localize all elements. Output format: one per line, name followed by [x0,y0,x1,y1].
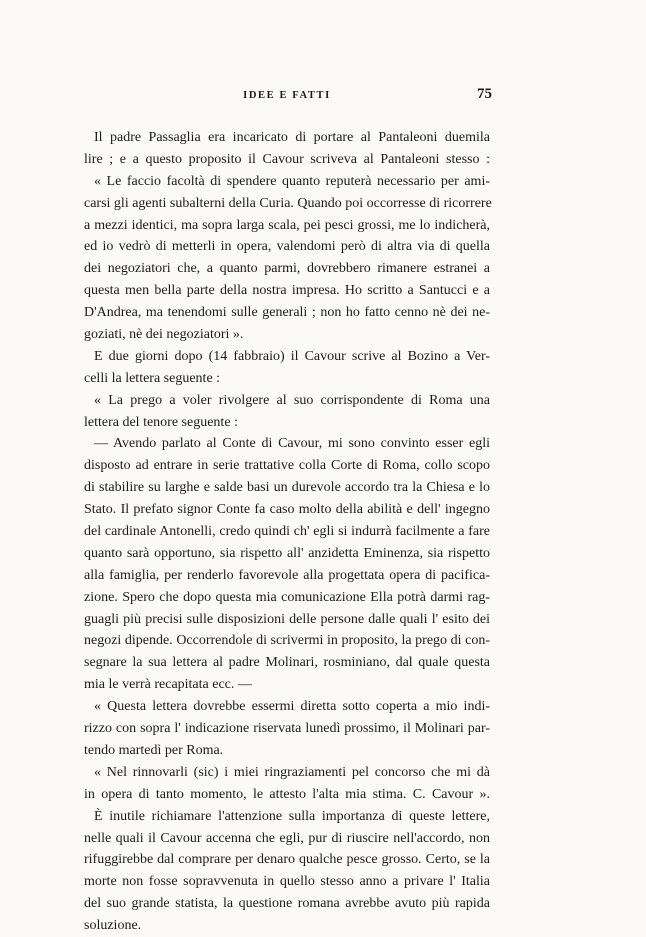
text-line: « Nel rinnovarli (sic) i miei ringraziamenti pel concorso che mi dà [94,764,490,780]
text-line: « Questa lettera dovrebbe essermi diretta sotto coperta a mio indi- [94,699,490,715]
text-line: celli la lettera seguente : [84,370,221,386]
text-line: goziati, nè dei negoziatori ». [84,327,244,343]
text-line: rizzo con sopra l' indicazione riservata lunedì prossimo, il Molinari par- [84,721,490,737]
text-line: Il padre Passaglia era incaricato di portare al Pantaleoni duemila [94,130,490,145]
text-line: morte non fosse sopravvenuta in quello stesso anno a privare l' Italia [84,874,490,890]
text-line: del cardinale Antonelli, credo quindi ch' egli si indurrà facilmente a fare [84,524,490,540]
text-line: negozi dipende. Occorrendole di scrivermi in proposito, la prego di con- [84,633,490,649]
text-line: « Le faccio facoltà di spendere quanto reputerà necessario per ami- [94,173,490,189]
page-number: 75 [477,86,492,102]
text-line: questa men bella parte della nostra impresa. Ho scritto a Santucci e a [84,283,490,299]
text-line: « La prego a voler rivolgere al suo corrispondente di Roma una [94,392,490,408]
text-line: zione. Spero che dopo questa mia comunicazione Ella potrà darmi rag- [84,589,490,605]
body-text [84,127,490,937]
text-line: dei negoziatori che, a quanto parmi, dovrebbero rimanere estranei a [84,261,490,277]
text-line: carsi gli agenti subalterni della Curia. Quando poi occorresse di ricorrere [84,195,492,211]
text-line: mia le verrà recapitata ecc. — [84,677,252,693]
text-line: nelle quali il Cavour accenna che egli, pur di riuscire nell'accordo, non [84,830,490,846]
text-line: del suo grande statista, la questione romana avrebbe avuto più rapida [84,896,490,912]
text-line: tendo martedì per Roma. [84,742,224,758]
text-line: alla famiglia, per renderlo favorevole alla progettata opera di pacifica- [84,567,490,583]
text-line: soluzione. [84,918,142,934]
text-line: rifuggirebbe dal comprare per denaro qualche pesce grosso. Certo, se la [84,852,490,868]
text-line: Stato. Il prefato signor Conte fa caso molto della abilità e dell' ingegno [84,502,490,518]
text-line: guagli più precisi sulle disposizioni delle persone dalle quali l' esito dei [84,611,490,627]
text-line: disposto ad entrare in serie trattative colla Corte di Roma, collo scopo [84,458,490,474]
text-line: D'Andrea, ma tenendomi sulle generali ; non ho fatto cenno nè dei ne- [84,305,490,321]
text-line: lettera del tenore seguente : [84,414,238,430]
text-line: in opera di tanto momento, le attesto l'alta mia stima. C. Cavour ». [84,786,490,802]
page-header [84,86,490,108]
text-line: quanto sarà opportuno, sia rispetto all' anzidetta Eminenza, sia rispetto [84,545,490,561]
text-line: È inutile richiamare l'attenzione sulla importanza di queste lettere, [94,808,490,824]
text-line: segnare la sua lettera al padre Molinari, rosminiano, dal quale questa [84,655,490,671]
running-title: IDEE E FATTI [243,90,331,101]
text-line: E due giorni dopo (14 fabbraio) il Cavour scrive al Bozino a Ver- [94,348,490,364]
text-line: lire ; e a questo proposito il Cavour scriveva al Pantaleoni stesso : [84,151,490,167]
text-line: — Avendo parlato al Conte di Cavour, mi sono convinto esser egli [94,436,490,452]
text-line: a mezzi identici, ma sopra larga scala, pei pesci grossi, me lo indicherà, [84,217,490,233]
text-line: ed io vedrò di metterli in opera, valendomi però di altra via di quella [84,239,490,255]
text-line: di stabilire su larghe e salde basi un durevole accordo tra la Chiesa e lo [84,480,490,496]
